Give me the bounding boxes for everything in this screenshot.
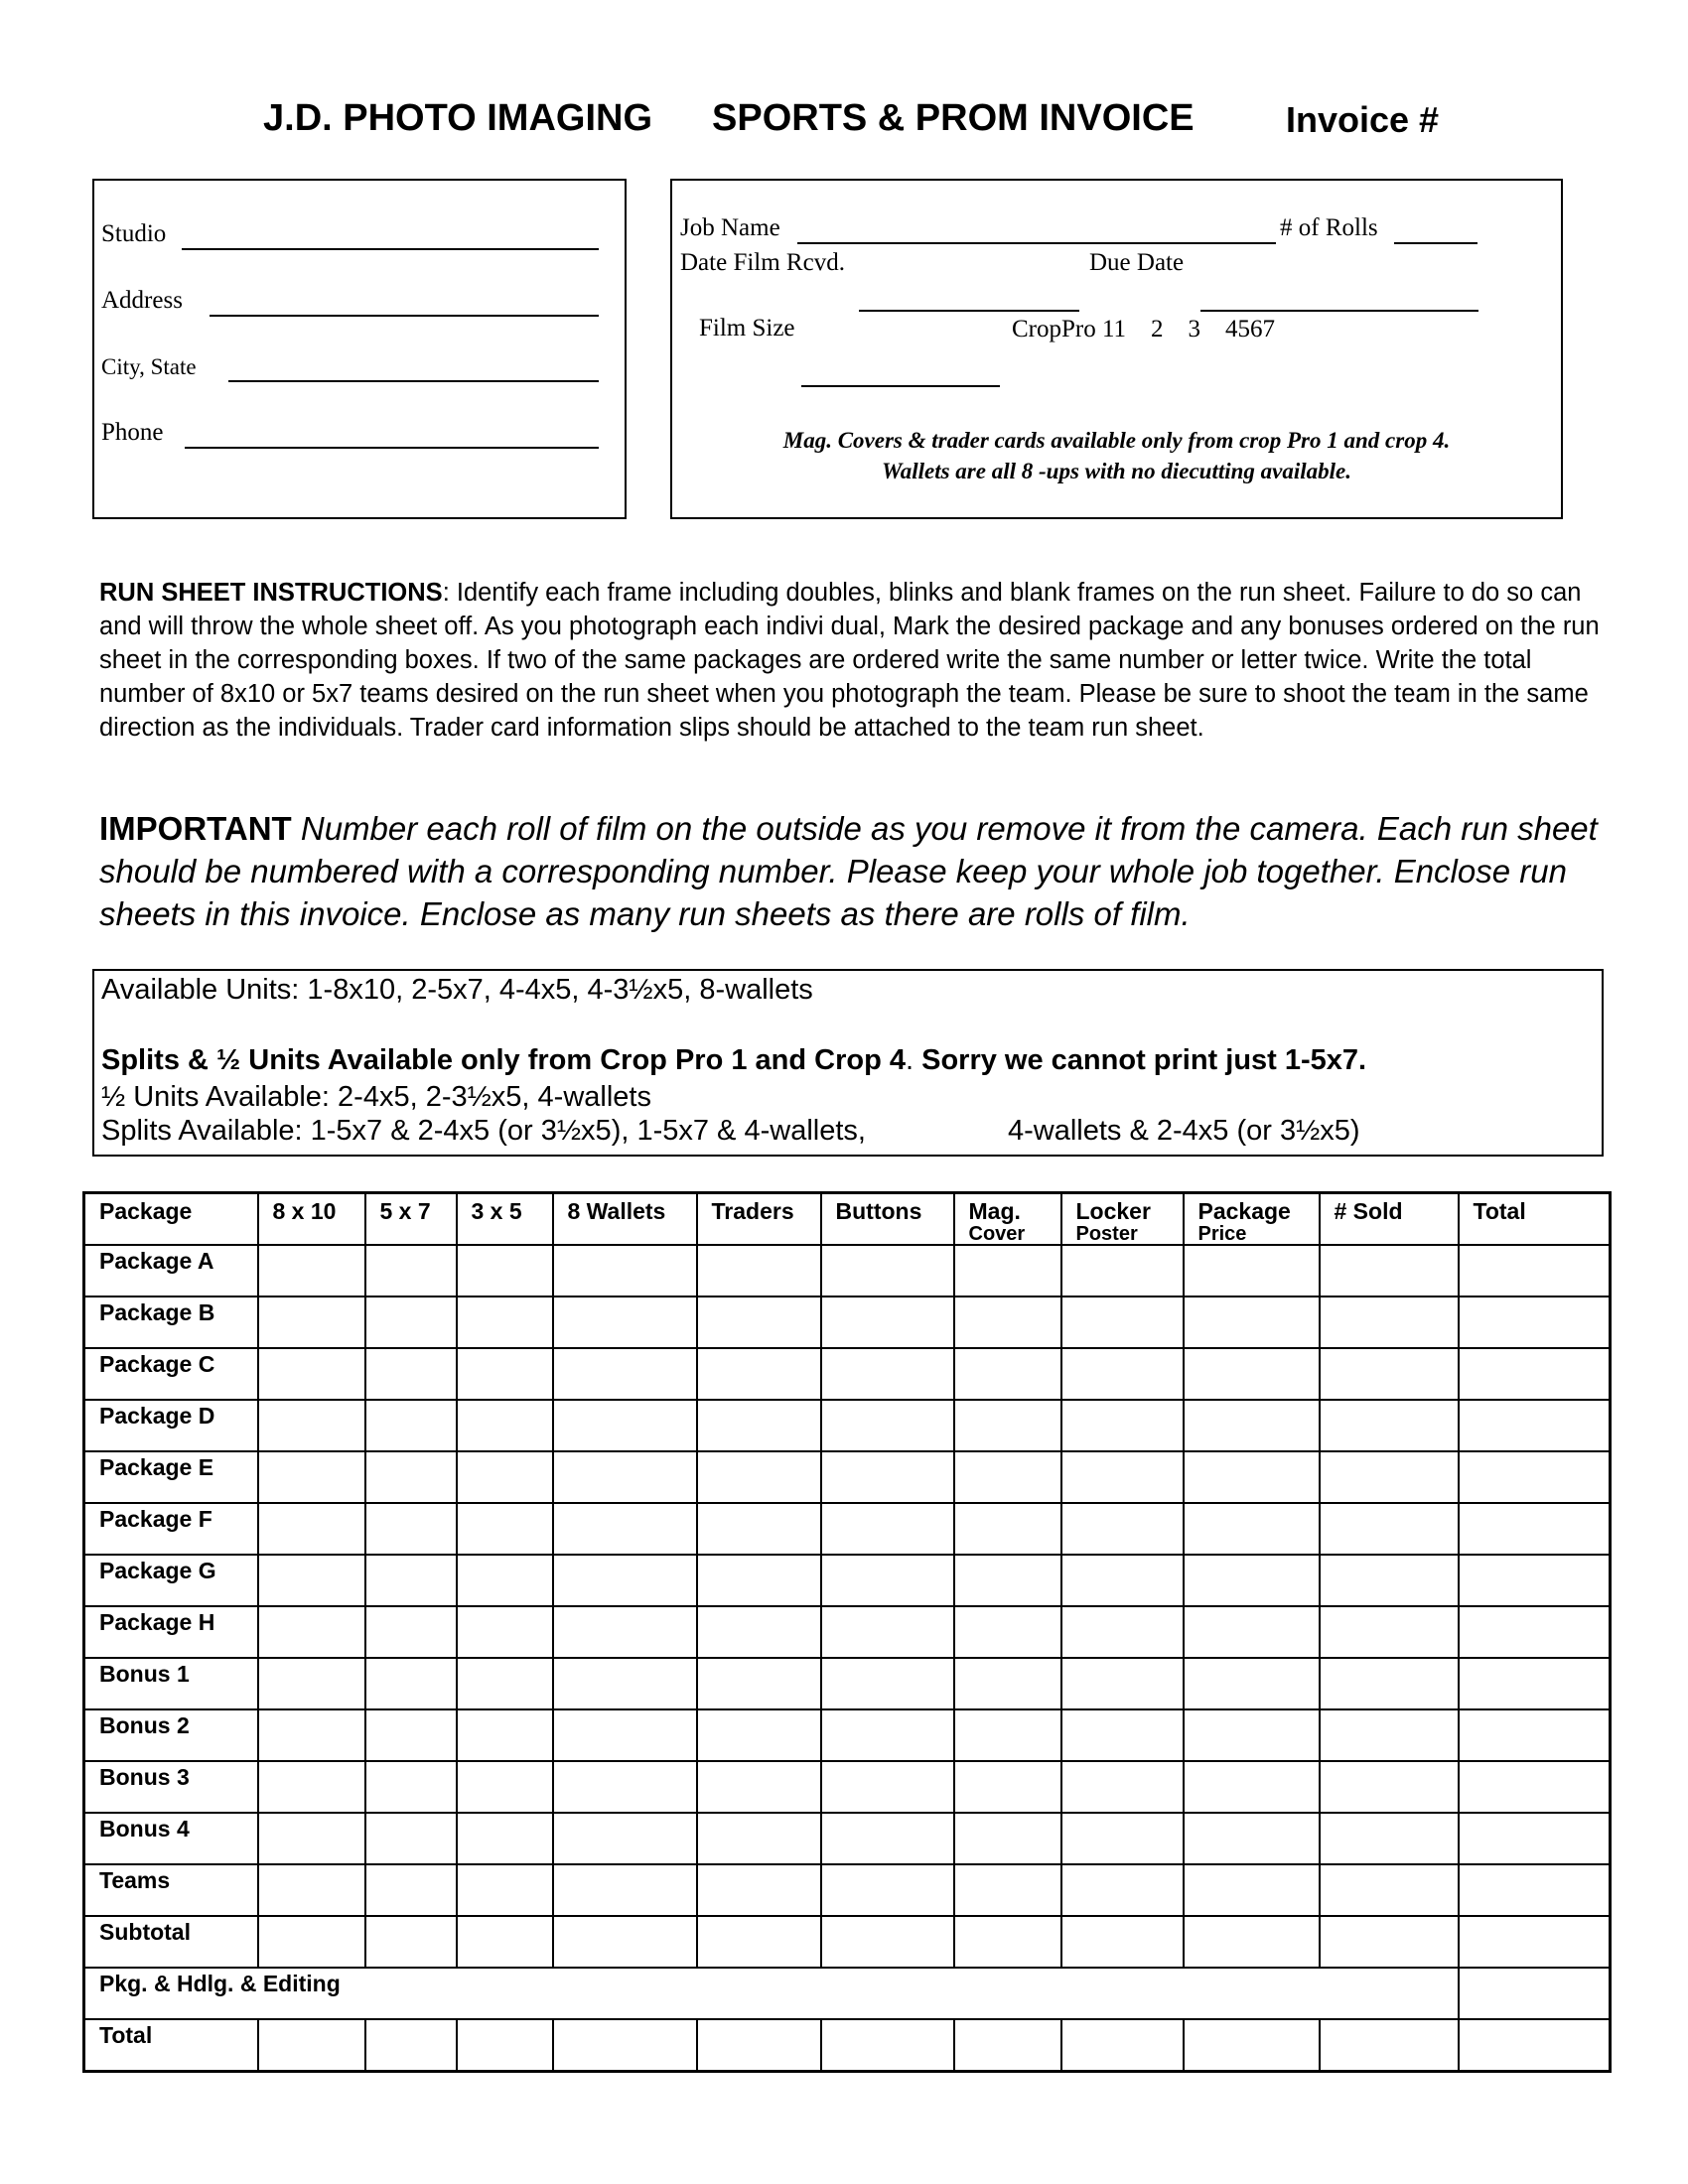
column-header bbox=[1320, 1193, 1459, 1246]
table-cell[interactable] bbox=[1184, 1245, 1320, 1297]
table-cell[interactable] bbox=[697, 1658, 821, 1709]
row-label: Subtotal bbox=[84, 1916, 258, 1968]
table-cell[interactable] bbox=[365, 1297, 457, 1348]
table-cell[interactable] bbox=[553, 1245, 697, 1297]
date-film-label: Date Film Rcvd. bbox=[680, 249, 845, 276]
important-text: Number each roll of film on the outside as you remove it from the camera. Each run sheet should be numbered with a corresponding number. Please keep your whole job together. Enclose run sheets in this invoice. Enclose as many run sheets as there are rolls of film. bbox=[99, 810, 1598, 932]
table-cell[interactable] bbox=[954, 1348, 1061, 1400]
table-cell[interactable] bbox=[1184, 1709, 1320, 1761]
phone-field[interactable] bbox=[185, 447, 599, 449]
table-cell[interactable] bbox=[1184, 1606, 1320, 1658]
film-size-field[interactable] bbox=[801, 385, 1000, 387]
rolls-field[interactable] bbox=[1394, 242, 1477, 244]
table-cell[interactable] bbox=[553, 1864, 697, 1916]
film-size-label: Film Size bbox=[699, 315, 795, 341]
rolls-label: # of Rolls bbox=[1280, 214, 1378, 241]
date-film-field[interactable] bbox=[859, 310, 1079, 312]
table-cell[interactable] bbox=[553, 2019, 697, 2071]
table-cell[interactable] bbox=[1320, 1555, 1459, 1606]
column-header-label: # Sold bbox=[1334, 1198, 1403, 1224]
table-cell[interactable] bbox=[1061, 1451, 1184, 1503]
table-cell[interactable] bbox=[1061, 1555, 1184, 1606]
table-cell[interactable] bbox=[697, 1709, 821, 1761]
table-cell[interactable] bbox=[1320, 1451, 1459, 1503]
table-cell[interactable] bbox=[954, 2019, 1061, 2071]
studio-field[interactable] bbox=[182, 248, 599, 250]
table-cell[interactable] bbox=[457, 1245, 553, 1297]
row-label: Package C bbox=[84, 1348, 258, 1400]
table-row bbox=[84, 1245, 1611, 1297]
row-label: Package G bbox=[84, 1555, 258, 1606]
address-label: Address bbox=[101, 287, 183, 314]
due-date-field[interactable] bbox=[1200, 310, 1478, 312]
table-cell[interactable] bbox=[954, 1709, 1061, 1761]
table-row bbox=[84, 1813, 1611, 1864]
package-table bbox=[82, 1191, 1612, 2073]
column-header-label: Buttons bbox=[835, 1198, 922, 1224]
table-cell[interactable] bbox=[697, 1916, 821, 1968]
table-cell[interactable] bbox=[954, 1813, 1061, 1864]
column-header-sublabel: Poster bbox=[1075, 1223, 1138, 1245]
table-cell[interactable] bbox=[258, 1297, 365, 1348]
column-header-label: Total bbox=[1473, 1198, 1526, 1224]
row-label: Bonus 3 bbox=[84, 1761, 258, 1813]
address-field[interactable] bbox=[210, 315, 599, 317]
row-label: Teams bbox=[84, 1864, 258, 1916]
table-cell[interactable] bbox=[258, 1761, 365, 1813]
splits-available-text-a: Splits Available: 1-5x7 & 2-4x5 (or 3½x5), 1-5x7 & 4-wallets, bbox=[101, 1115, 866, 1147]
table-cell[interactable] bbox=[1184, 1451, 1320, 1503]
table-cell[interactable] bbox=[821, 1761, 954, 1813]
column-header-label: 8 x 10 bbox=[272, 1198, 337, 1224]
table-cell[interactable] bbox=[457, 1813, 553, 1864]
table-header-row bbox=[84, 1193, 1611, 1246]
table-cell[interactable] bbox=[821, 1864, 954, 1916]
row-label: Bonus 4 bbox=[84, 1813, 258, 1864]
table-cell[interactable] bbox=[1459, 2019, 1611, 2071]
table-cell[interactable] bbox=[821, 1658, 954, 1709]
table-row bbox=[84, 1709, 1611, 1761]
table-cell[interactable] bbox=[1184, 1864, 1320, 1916]
splits-heading-period: . bbox=[906, 1044, 914, 1076]
column-header bbox=[258, 1193, 365, 1246]
table-cell[interactable] bbox=[365, 1400, 457, 1451]
table-cell[interactable] bbox=[821, 1451, 954, 1503]
table-cell[interactable] bbox=[258, 1348, 365, 1400]
column-header-label: 5 x 7 bbox=[379, 1198, 431, 1224]
table-cell[interactable] bbox=[1320, 1348, 1459, 1400]
table-cell[interactable] bbox=[697, 1451, 821, 1503]
table-cell[interactable] bbox=[258, 1864, 365, 1916]
table-cell[interactable] bbox=[258, 1503, 365, 1555]
column-header bbox=[954, 1193, 1061, 1246]
column-header bbox=[1459, 1193, 1611, 1246]
table-cell[interactable] bbox=[365, 1864, 457, 1916]
table-cell[interactable] bbox=[553, 1503, 697, 1555]
table-cell[interactable] bbox=[553, 1400, 697, 1451]
table-row bbox=[84, 1451, 1611, 1503]
table-cell[interactable] bbox=[1061, 1864, 1184, 1916]
available-units-box bbox=[92, 969, 1604, 1157]
table-cell[interactable] bbox=[954, 1916, 1061, 1968]
city-state-field[interactable] bbox=[228, 380, 599, 382]
table-cell[interactable] bbox=[697, 1864, 821, 1916]
table-cell[interactable] bbox=[258, 1245, 365, 1297]
table-cell[interactable] bbox=[697, 1813, 821, 1864]
column-header-label: Mag. bbox=[968, 1198, 1021, 1224]
column-header bbox=[1061, 1193, 1184, 1246]
invoice-title bbox=[0, 97, 1688, 157]
table-cell[interactable] bbox=[954, 1297, 1061, 1348]
table-row bbox=[84, 1400, 1611, 1451]
table-row bbox=[84, 1348, 1611, 1400]
table-cell[interactable] bbox=[1320, 1503, 1459, 1555]
table-cell[interactable] bbox=[1061, 1400, 1184, 1451]
table-cell[interactable] bbox=[1061, 1297, 1184, 1348]
table-cell[interactable] bbox=[258, 1813, 365, 1864]
row-label: Package B bbox=[84, 1297, 258, 1348]
table-cell[interactable] bbox=[457, 1555, 553, 1606]
table-cell[interactable] bbox=[1184, 1813, 1320, 1864]
crop-note-line-1: Mag. Covers & trader cards available only from crop Pro 1 and crop 4. bbox=[782, 428, 1451, 453]
table-cell[interactable] bbox=[1320, 1761, 1459, 1813]
table-cell[interactable] bbox=[553, 1555, 697, 1606]
table-row bbox=[84, 1658, 1611, 1709]
table-cell[interactable] bbox=[1184, 1916, 1320, 1968]
table-cell[interactable] bbox=[457, 1761, 553, 1813]
splits-available-text-b: 4-wallets & 2-4x5 (or 3½x5) bbox=[1008, 1115, 1360, 1147]
table-row bbox=[84, 2019, 1611, 2071]
table-cell[interactable] bbox=[1320, 1606, 1459, 1658]
table-cell[interactable] bbox=[457, 1864, 553, 1916]
table-cell[interactable] bbox=[697, 2019, 821, 2071]
column-header-sublabel: Price bbox=[1197, 1223, 1247, 1245]
table-cell[interactable] bbox=[258, 1709, 365, 1761]
table-cell[interactable] bbox=[553, 1606, 697, 1658]
table-cell[interactable] bbox=[697, 1297, 821, 1348]
table-cell[interactable] bbox=[697, 1503, 821, 1555]
table-cell[interactable] bbox=[1184, 1348, 1320, 1400]
table-cell[interactable] bbox=[1459, 1555, 1611, 1606]
table-cell[interactable] bbox=[258, 2019, 365, 2071]
table-cell[interactable] bbox=[1061, 1916, 1184, 1968]
table-cell[interactable] bbox=[1061, 1503, 1184, 1555]
table-cell[interactable] bbox=[1320, 1658, 1459, 1709]
table-row bbox=[84, 1864, 1611, 1916]
table-cell[interactable] bbox=[954, 1555, 1061, 1606]
column-header bbox=[457, 1193, 553, 1246]
table-cell[interactable] bbox=[697, 1400, 821, 1451]
table-cell[interactable] bbox=[553, 1813, 697, 1864]
important-notice bbox=[99, 807, 1628, 935]
table-row bbox=[84, 1606, 1611, 1658]
table-cell[interactable] bbox=[1320, 1400, 1459, 1451]
splits-heading-b: Sorry we cannot print just 1-5x7. bbox=[914, 1044, 1367, 1076]
table-cell[interactable] bbox=[1320, 1813, 1459, 1864]
table-cell[interactable] bbox=[1061, 1606, 1184, 1658]
table-row bbox=[84, 1297, 1611, 1348]
table-cell[interactable] bbox=[821, 1916, 954, 1968]
table-cell[interactable] bbox=[258, 1916, 365, 1968]
half-units-text: ½ Units Available: 2-4x5, 2-3½x5, 4-wallets bbox=[101, 1081, 651, 1113]
table-cell[interactable] bbox=[1061, 2019, 1184, 2071]
table-cell[interactable] bbox=[821, 1813, 954, 1864]
job-name-label: Job Name bbox=[680, 214, 780, 241]
row-label: Total bbox=[84, 2019, 258, 2071]
run-sheet-instructions bbox=[99, 576, 1609, 745]
table-cell[interactable] bbox=[954, 1864, 1061, 1916]
column-header bbox=[553, 1193, 697, 1246]
table-cell[interactable] bbox=[1061, 1348, 1184, 1400]
row-label: Package E bbox=[84, 1451, 258, 1503]
table-cell[interactable] bbox=[457, 1297, 553, 1348]
company-name: J.D. PHOTO IMAGING bbox=[263, 97, 653, 139]
splits-heading-a: Splits & ½ Units Available only from Crop Pro 1 and Crop 4 bbox=[101, 1044, 906, 1076]
column-header bbox=[821, 1193, 954, 1246]
phone-label: Phone bbox=[101, 419, 164, 446]
table-cell[interactable] bbox=[1459, 1348, 1611, 1400]
table-cell[interactable] bbox=[1320, 1709, 1459, 1761]
table-cell[interactable] bbox=[1184, 1297, 1320, 1348]
table-cell[interactable] bbox=[1459, 1451, 1611, 1503]
row-label: Package F bbox=[84, 1503, 258, 1555]
run-sheet-text: : Identify each frame including doubles, blinks and blank frames on the run sheet. Failure to do so can and will throw the whole sheet off. As you photograph each indivi dual, Mark the desired package and any bonuses ordered on the run sheet in the corresponding boxes. If two of the same packages are ordered write the same number or letter twice. Write the total number of 8x10 or 5x7 teams desired on the run sheet when you photograph the team. Please be sure to shoot the team in the same direction as the individuals. Trader card information slips should be attached to the team run sheet. bbox=[99, 579, 1600, 742]
studio-label: Studio bbox=[101, 220, 167, 247]
table-cell[interactable] bbox=[697, 1555, 821, 1606]
crop-note-line-2: Wallets are all 8 -ups with no diecutting available. bbox=[881, 459, 1352, 483]
column-header-label: 3 x 5 bbox=[471, 1198, 522, 1224]
table-cell[interactable] bbox=[1459, 1658, 1611, 1709]
table-cell[interactable] bbox=[258, 1400, 365, 1451]
table-cell[interactable] bbox=[457, 1348, 553, 1400]
table-cell[interactable] bbox=[457, 1606, 553, 1658]
column-header bbox=[1184, 1193, 1320, 1246]
column-header bbox=[365, 1193, 457, 1246]
column-header bbox=[697, 1193, 821, 1246]
table-cell[interactable] bbox=[258, 1606, 365, 1658]
splits-heading bbox=[101, 1044, 1366, 1077]
city-state-label: City, State bbox=[101, 354, 197, 379]
table-cell[interactable] bbox=[821, 1555, 954, 1606]
table-cell[interactable] bbox=[258, 1451, 365, 1503]
table-cell[interactable] bbox=[553, 1709, 697, 1761]
table-cell[interactable] bbox=[365, 1813, 457, 1864]
table-cell[interactable] bbox=[1320, 1916, 1459, 1968]
table-cell[interactable] bbox=[1459, 1400, 1611, 1451]
job-info-box bbox=[670, 179, 1563, 519]
available-units-text: Available Units: 1-8x10, 2-5x7, 4-4x5, 4-3½x5, 8-wallets bbox=[101, 974, 813, 1006]
invoice-number-label: Invoice # bbox=[1286, 99, 1440, 140]
table-cell[interactable] bbox=[1320, 1864, 1459, 1916]
table-cell[interactable] bbox=[365, 1709, 457, 1761]
table-cell[interactable] bbox=[365, 1658, 457, 1709]
column-header-label: 8 Wallets bbox=[567, 1198, 666, 1224]
table-cell[interactable] bbox=[1061, 1709, 1184, 1761]
table-cell[interactable] bbox=[457, 1451, 553, 1503]
table-cell[interactable] bbox=[697, 1348, 821, 1400]
table-cell[interactable] bbox=[457, 1658, 553, 1709]
table-cell[interactable] bbox=[457, 1916, 553, 1968]
table-cell[interactable] bbox=[553, 1916, 697, 1968]
table-cell[interactable] bbox=[365, 1503, 457, 1555]
table-cell[interactable] bbox=[697, 1245, 821, 1297]
table-cell[interactable] bbox=[1061, 1658, 1184, 1709]
table-cell[interactable] bbox=[954, 1761, 1061, 1813]
table-row bbox=[84, 1503, 1611, 1555]
row-label: Package H bbox=[84, 1606, 258, 1658]
form-subtitle: SPORTS & PROM INVOICE bbox=[712, 97, 1195, 139]
table-cell[interactable] bbox=[365, 1761, 457, 1813]
table-cell[interactable] bbox=[553, 1451, 697, 1503]
table-cell[interactable] bbox=[1459, 1245, 1611, 1297]
table-cell[interactable] bbox=[821, 1503, 954, 1555]
table-cell[interactable] bbox=[954, 1658, 1061, 1709]
table-cell[interactable] bbox=[821, 1297, 954, 1348]
table-cell[interactable] bbox=[954, 1503, 1061, 1555]
important-heading: IMPORTANT bbox=[99, 810, 292, 847]
table-cell[interactable] bbox=[1320, 1297, 1459, 1348]
due-date-label: Due Date bbox=[1089, 249, 1185, 276]
table-cell[interactable] bbox=[1459, 1297, 1611, 1348]
table-cell[interactable] bbox=[1459, 1503, 1611, 1555]
table-cell[interactable] bbox=[1061, 1245, 1184, 1297]
table-cell[interactable] bbox=[954, 1451, 1061, 1503]
table-row bbox=[84, 1761, 1611, 1813]
table-cell[interactable] bbox=[553, 1658, 697, 1709]
column-header bbox=[84, 1193, 258, 1246]
table-cell[interactable] bbox=[1184, 1555, 1320, 1606]
table-cell[interactable] bbox=[1184, 2019, 1320, 2071]
table-cell[interactable] bbox=[1459, 1813, 1611, 1864]
table-cell[interactable] bbox=[365, 1916, 457, 1968]
table-cell[interactable] bbox=[821, 1709, 954, 1761]
table-cell[interactable] bbox=[457, 1709, 553, 1761]
row-label: Bonus 1 bbox=[84, 1658, 258, 1709]
table-cell[interactable] bbox=[1459, 1916, 1611, 1968]
table-cell[interactable] bbox=[1184, 1400, 1320, 1451]
table-cell[interactable] bbox=[553, 1297, 697, 1348]
table-cell[interactable] bbox=[553, 1348, 697, 1400]
job-name-field[interactable] bbox=[797, 242, 1276, 244]
studio-info-box bbox=[92, 179, 627, 519]
table-cell[interactable] bbox=[821, 1348, 954, 1400]
handling-total-cell[interactable] bbox=[1459, 1968, 1611, 2019]
run-sheet-heading: RUN SHEET INSTRUCTIONS bbox=[99, 579, 443, 607]
column-header-label: Traders bbox=[711, 1198, 794, 1224]
table-cell[interactable] bbox=[1061, 1761, 1184, 1813]
table-cell[interactable] bbox=[821, 1606, 954, 1658]
column-header-label: Locker bbox=[1075, 1198, 1151, 1224]
column-header-label: Package bbox=[99, 1198, 193, 1224]
table-cell[interactable] bbox=[821, 2019, 954, 2071]
table-cell[interactable] bbox=[697, 1606, 821, 1658]
table-cell[interactable] bbox=[365, 1555, 457, 1606]
table-cell[interactable] bbox=[1320, 2019, 1459, 2071]
table-cell[interactable] bbox=[553, 1761, 697, 1813]
column-header-label: Package bbox=[1197, 1198, 1291, 1224]
table-cell[interactable] bbox=[365, 1245, 457, 1297]
row-label: Package D bbox=[84, 1400, 258, 1451]
table-cell[interactable] bbox=[365, 1606, 457, 1658]
table-cell[interactable] bbox=[365, 1348, 457, 1400]
table-cell[interactable] bbox=[1184, 1503, 1320, 1555]
column-header-sublabel: Cover bbox=[968, 1223, 1026, 1245]
row-label: Package A bbox=[84, 1245, 258, 1297]
table-row bbox=[84, 1916, 1611, 1968]
table-row bbox=[84, 1555, 1611, 1606]
table-cell[interactable] bbox=[258, 1658, 365, 1709]
table-cell[interactable] bbox=[821, 1400, 954, 1451]
handling-row bbox=[84, 1968, 1611, 2019]
table-cell[interactable] bbox=[1184, 1658, 1320, 1709]
table-cell[interactable] bbox=[258, 1555, 365, 1606]
table-cell[interactable] bbox=[1459, 1709, 1611, 1761]
crop-pro-options: CropPro 11 2 3 4567 bbox=[1012, 316, 1276, 342]
table-cell[interactable] bbox=[1184, 1761, 1320, 1813]
table-cell[interactable] bbox=[1459, 1864, 1611, 1916]
table-cell[interactable] bbox=[1459, 1761, 1611, 1813]
table-cell[interactable] bbox=[954, 1606, 1061, 1658]
handling-label: Pkg. & Hdlg. & Editing bbox=[84, 1968, 1459, 2019]
table-cell[interactable] bbox=[457, 2019, 553, 2071]
table-cell[interactable] bbox=[365, 1451, 457, 1503]
table-cell[interactable] bbox=[1459, 1606, 1611, 1658]
table-cell[interactable] bbox=[1061, 1813, 1184, 1864]
table-cell[interactable] bbox=[697, 1761, 821, 1813]
row-label: Bonus 2 bbox=[84, 1709, 258, 1761]
table-cell[interactable] bbox=[954, 1400, 1061, 1451]
table-cell[interactable] bbox=[821, 1245, 954, 1297]
table-cell[interactable] bbox=[1320, 1245, 1459, 1297]
table-cell[interactable] bbox=[365, 2019, 457, 2071]
table-cell[interactable] bbox=[457, 1400, 553, 1451]
table-cell[interactable] bbox=[457, 1503, 553, 1555]
table-cell[interactable] bbox=[954, 1245, 1061, 1297]
